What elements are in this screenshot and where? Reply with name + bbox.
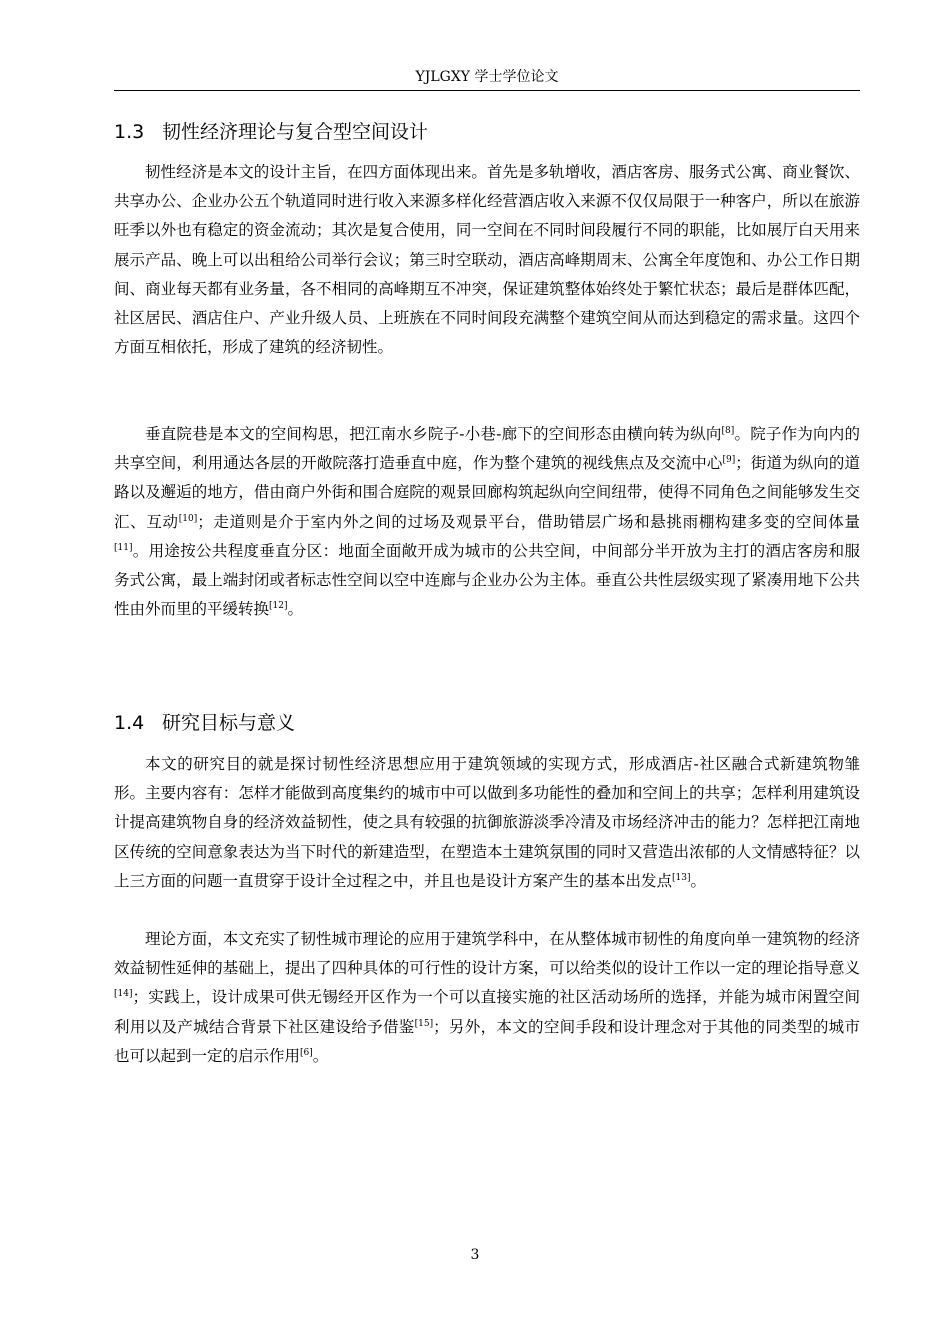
body-text: 。用途按公共程度垂直分区：地面全面敞开成为城市的公共空间，中间部分半开放为主打的酒店客房和服务式公寓，最上端封闭或者标志性空间以空中连廊与企业办公为主体。垂直公共性层级实现了紧凑用地下公共性由外而里的平缓转换	[114, 541, 860, 619]
body-text: 。院子作为向内的共享空间，利用通达各层的开敞院落打造垂直中庭，作为整个建筑的视线焦点及交流中心	[114, 425, 860, 473]
body-text: 理论方面，本文充实了韧性城市理论的应用于建筑学科中，在从整体城市韧性的角度向单一建筑物的经济效益韧性延伸的基础上，提出了四种具体的可行性的设计方案，可以给类似的设计工作以一定的理论指导意义	[114, 930, 860, 978]
citation-ref: [12]	[269, 601, 288, 612]
citation-ref: [13]	[672, 872, 691, 883]
citation-ref: [15]	[414, 1018, 434, 1029]
body-text: 本文的研究目的就是探讨韧性经济思想应用于建筑领域的实现方式，形成酒店-社区融合式新建筑物雏形。主要内容有：怎样才能做到高度集约的城市中可以做到多功能性的叠加和空间上的共享；怎样利用建筑设计提高建筑物自身的经济效益韧性，使之具有较强的抗御旅游淡季冷清及市场经济冲击的能力？怎样把江南地区传统的空间意象表达为当下时代的新建造型，在塑造本土建筑氛围的同时又营造出浓郁的人文情感特征？以上三方面的问题一直贯穿于设计全过程之中，并且也是设计方案产生的基本出发点	[114, 755, 860, 890]
section-number: 1.3	[114, 121, 145, 143]
section-heading-1-3	[114, 120, 428, 144]
paragraph	[114, 158, 860, 362]
body-text: ；另外，本文的空间手段和设计理念对于其他的同类型的城市也可以起到一定的启示作用	[114, 1017, 860, 1065]
body-text: ；实践上，设计成果可供无锡经开区作为一个可以直接实施的社区活动场所的选择，并能为城市闲置空间利用以及产城结合背景下社区建设给予借鉴	[114, 988, 860, 1036]
citation-ref: [9]	[722, 455, 736, 466]
body-text: ；走道则是介于室内外之间的过场及观景平台，借助错层广场和悬挑雨棚构建多变的空间体量	[197, 512, 860, 531]
citation-ref: [8]	[721, 426, 735, 436]
page-number: 3	[470, 1247, 480, 1263]
body-text: ；街道为纵向的道路以及邂逅的地方，借由商户外街和围合庭院的观景回廊构筑起纵向空间纽带，使得不同角色之间能够发生交汇、互动	[114, 454, 860, 531]
citation-ref: [14]	[114, 989, 133, 1000]
paragraph	[114, 420, 860, 624]
body-text: 。	[312, 1046, 329, 1065]
header-rule	[114, 90, 860, 91]
citation-ref: [11]	[114, 542, 133, 553]
paragraph	[114, 925, 860, 1071]
body-text: 垂直院巷是本文的空间构思，把江南水乡院子-小巷-廊下的空间形态由横向转为纵向	[145, 425, 722, 443]
body-text: 韧性经济是本文的设计主旨，在四方面体现出来。首先是多轨增收，酒店客房、服务式公寓、商业餐饮、共享办公、企业办公五个轨道同时进行收入来源多样化经营酒店收入来源不仅仅局限于一种客户，所以在旅游旺季以外也有稳定的资金流动；其次是复合使用，同一空间在不同时间段履行不同的职能，比如展厅白天用来展示产品、晚上可以出租给公司举行会议；第三时空联动，酒店高峰期周末、公寓全年度饱和、办公工作日期间、商业每天都有业务量，各不相同的高峰期互不冲突，保证建筑整体始终处于繁忙状态；最后是群体匹配，社区居民、酒店住户、产业升级人员、上班族在不同时间段充满整个建筑空间从而达到稳定的需求量。这四个方面互相依托，形成了建筑的经济韧性。	[114, 163, 860, 357]
section-heading-1-4	[114, 711, 295, 735]
section-title: 韧性经济理论与复合型空间设计	[162, 121, 429, 143]
paragraph	[114, 750, 860, 896]
section-number: 1.4	[114, 712, 145, 734]
body-text: 。	[287, 600, 304, 619]
citation-ref: [10]	[178, 513, 198, 524]
running-header: YJLGXY 学士学位论文	[415, 69, 559, 85]
citation-ref: [6]	[300, 1047, 313, 1058]
body-text: 。	[690, 871, 707, 890]
section-title: 研究目标与意义	[162, 712, 296, 734]
